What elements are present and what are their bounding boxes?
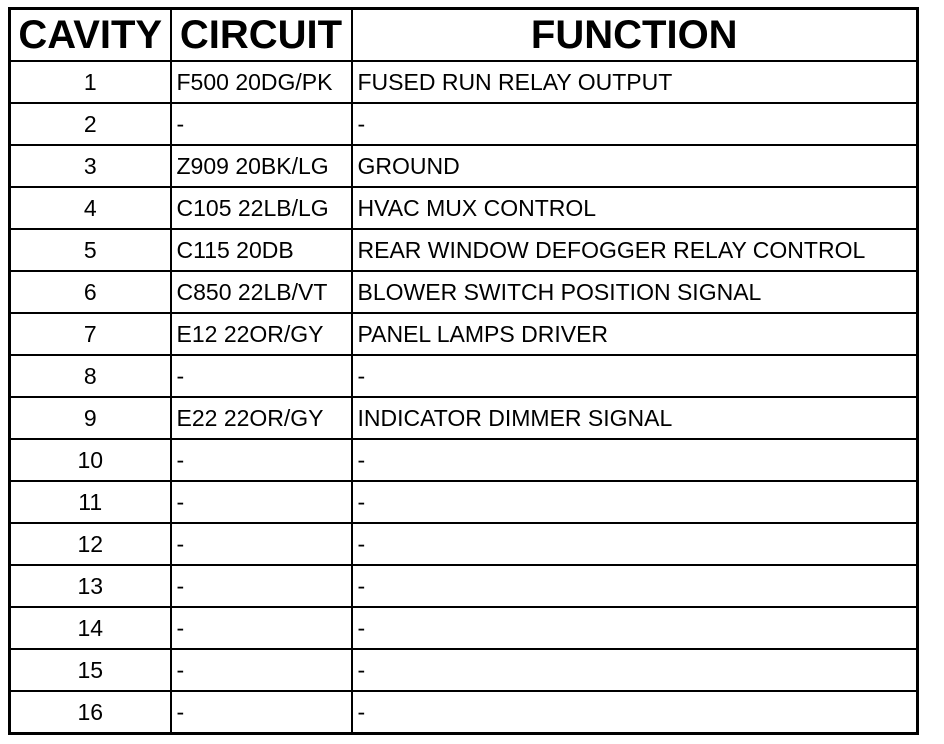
cell-circuit: - <box>171 481 352 523</box>
cell-cavity: 2 <box>10 103 171 145</box>
cell-circuit: - <box>171 607 352 649</box>
connector-pinout-table <box>8 7 919 735</box>
cell-cavity: 14 <box>10 607 171 649</box>
table-row <box>10 229 918 271</box>
cell-function: - <box>352 523 918 565</box>
table-row <box>10 187 918 229</box>
cell-circuit: - <box>171 103 352 145</box>
table-row <box>10 481 918 523</box>
cell-circuit: Z909 20BK/LG <box>171 145 352 187</box>
cell-function: FUSED RUN RELAY OUTPUT <box>352 61 918 103</box>
cell-function: HVAC MUX CONTROL <box>352 187 918 229</box>
header-circuit: CIRCUIT <box>171 9 352 62</box>
cell-circuit: - <box>171 649 352 691</box>
cell-function: REAR WINDOW DEFOGGER RELAY CONTROL <box>352 229 918 271</box>
cell-circuit: - <box>171 355 352 397</box>
table-row <box>10 145 918 187</box>
cell-cavity: 8 <box>10 355 171 397</box>
table-row <box>10 313 918 355</box>
cell-function: INDICATOR DIMMER SIGNAL <box>352 397 918 439</box>
cell-cavity: 4 <box>10 187 171 229</box>
cell-circuit: C105 22LB/LG <box>171 187 352 229</box>
cell-circuit: - <box>171 439 352 481</box>
cell-function: - <box>352 355 918 397</box>
cell-function: PANEL LAMPS DRIVER <box>352 313 918 355</box>
cell-circuit: C115 20DB <box>171 229 352 271</box>
table-row <box>10 103 918 145</box>
cell-cavity: 15 <box>10 649 171 691</box>
cell-function: BLOWER SWITCH POSITION SIGNAL <box>352 271 918 313</box>
cell-circuit: E22 22OR/GY <box>171 397 352 439</box>
cell-function: - <box>352 481 918 523</box>
cell-circuit: E12 22OR/GY <box>171 313 352 355</box>
cell-circuit: - <box>171 565 352 607</box>
cell-cavity: 5 <box>10 229 171 271</box>
cell-cavity: 16 <box>10 691 171 734</box>
cell-cavity: 11 <box>10 481 171 523</box>
cell-cavity: 7 <box>10 313 171 355</box>
table-row <box>10 439 918 481</box>
header-row <box>10 9 918 62</box>
cell-cavity: 13 <box>10 565 171 607</box>
cell-cavity: 6 <box>10 271 171 313</box>
cell-circuit: - <box>171 691 352 734</box>
cell-function: - <box>352 565 918 607</box>
cell-cavity: 10 <box>10 439 171 481</box>
table-row <box>10 565 918 607</box>
cell-function: - <box>352 691 918 734</box>
table-row <box>10 61 918 103</box>
table-row <box>10 271 918 313</box>
table-row <box>10 355 918 397</box>
cell-function: - <box>352 607 918 649</box>
cell-function: - <box>352 439 918 481</box>
cell-function: - <box>352 103 918 145</box>
table-header <box>10 9 918 62</box>
header-cavity: CAVITY <box>10 9 171 62</box>
cell-circuit: - <box>171 523 352 565</box>
cell-cavity: 12 <box>10 523 171 565</box>
table-row <box>10 397 918 439</box>
cell-function: - <box>352 649 918 691</box>
table-body <box>10 61 918 734</box>
cell-function: GROUND <box>352 145 918 187</box>
cell-circuit: C850 22LB/VT <box>171 271 352 313</box>
table-row <box>10 649 918 691</box>
cell-circuit: F500 20DG/PK <box>171 61 352 103</box>
cell-cavity: 1 <box>10 61 171 103</box>
table-row <box>10 691 918 734</box>
cell-cavity: 9 <box>10 397 171 439</box>
table-row <box>10 607 918 649</box>
cell-cavity: 3 <box>10 145 171 187</box>
header-function: FUNCTION <box>352 9 918 62</box>
table-row <box>10 523 918 565</box>
